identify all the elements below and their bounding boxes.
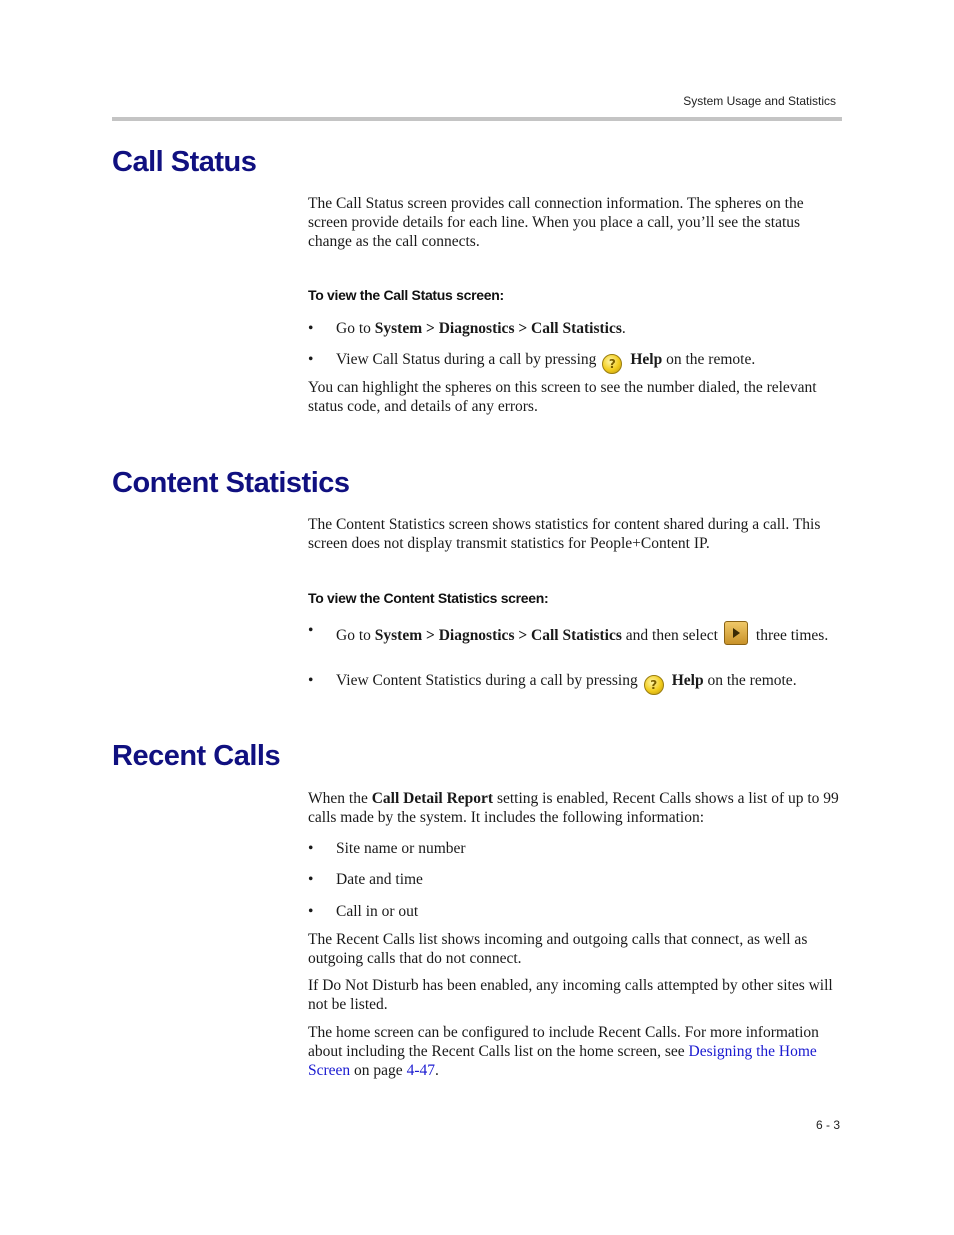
help-key-label: Help xyxy=(671,672,704,689)
help-key-label: Help xyxy=(630,351,663,368)
bullet-pre: View Content Statistics during a call by pressing xyxy=(336,672,638,689)
recent-calls-para-1 xyxy=(308,930,844,968)
list-item-text: Site name or number xyxy=(336,840,466,857)
content-statistics-intro-text: The Content Statistics screen shows statistics for content shared during a call. This screen does not display transmit statistics for People+Content IP. xyxy=(308,516,821,552)
running-header: System Usage and Statistics xyxy=(683,94,836,108)
content-statistics-heading: Content Statistics xyxy=(112,467,350,499)
recent-calls-intro xyxy=(308,789,844,827)
call-status-procedure-heading: To view the Call Status screen: xyxy=(308,287,504,303)
call-status-after xyxy=(308,378,844,416)
header-rule xyxy=(112,117,842,121)
setting-name: Call Detail Report xyxy=(371,790,494,807)
call-status-intro xyxy=(308,194,844,251)
designing-home-screen-link[interactable]: Designing the Home Screen xyxy=(308,1043,817,1079)
content-statistics-intro xyxy=(308,515,844,553)
bullet-pre: Go to xyxy=(336,627,375,644)
bullet-dot: • xyxy=(308,320,314,337)
recent-calls-para-3 xyxy=(308,1023,844,1080)
help-sphere-icon: ? xyxy=(602,354,622,374)
bullet-dot: • xyxy=(308,672,314,689)
bullet-post: . xyxy=(621,320,626,337)
paragraph-text xyxy=(308,1023,844,1080)
recent-calls-para-2 xyxy=(308,976,844,1014)
menu-path: System > Diagnostics > Call Statistics xyxy=(374,627,622,644)
recent-calls-intro-text xyxy=(308,789,844,827)
bullet-pre: View Call Status during a call by pressing xyxy=(336,351,597,368)
para-pre: The home screen can be configured to include Recent Calls. For more information about including the Recent Calls list on the home screen, see xyxy=(308,1024,819,1060)
bullet-text xyxy=(336,319,844,338)
recent-calls-heading: Recent Calls xyxy=(112,740,281,772)
call-status-intro-text: The Call Status screen provides call connection information. The spheres on the screen provide details for each line. When you place a call, you’ll see the status change as the call connects. xyxy=(308,195,804,250)
page-number: 6 - 3 xyxy=(815,1118,840,1132)
bullet-post: on the remote. xyxy=(703,672,797,689)
bullet-text xyxy=(336,671,844,695)
para-post: . xyxy=(434,1062,439,1079)
para-mid: on page xyxy=(350,1062,407,1079)
menu-path: System > Diagnostics > Call Statistics xyxy=(374,320,622,337)
bullet-text xyxy=(336,621,844,645)
call-status-after-text: You can highlight the spheres on this screen to see the number dialed, the relevant status code, and details of any errors. xyxy=(308,379,817,415)
bullet-dot: • xyxy=(308,871,314,888)
intro-pre: When the xyxy=(308,790,372,807)
bullet-dot: • xyxy=(308,622,314,639)
bullet-dot: • xyxy=(308,351,314,368)
bullet-post: on the remote. xyxy=(662,351,756,368)
paragraph-text: If Do Not Disturb has been enabled, any incoming calls attempted by other sites will not be listed. xyxy=(308,977,833,1013)
content-statistics-procedure-heading: To view the Content Statistics screen: xyxy=(308,590,549,606)
list-item-text: Call in or out xyxy=(336,903,419,920)
page-4-47-link[interactable]: 4-47 xyxy=(406,1062,435,1079)
list-item-text: Date and time xyxy=(336,871,423,888)
bullet-text xyxy=(336,350,844,374)
bullet-pre: Go to xyxy=(336,320,375,337)
bullet-dot: • xyxy=(308,840,314,857)
help-sphere-icon: ? xyxy=(644,675,664,695)
intro-post: setting is enabled, Recent Calls shows a list of up to 99 calls made by the system. It includes the following information: xyxy=(308,790,839,826)
bullet-dot: • xyxy=(308,903,314,920)
right-arrow-icon xyxy=(724,621,748,645)
bullet-post: three times. xyxy=(755,627,829,644)
call-status-heading: Call Status xyxy=(112,146,257,178)
bullet-mid: and then select xyxy=(621,627,718,644)
paragraph-text: The Recent Calls list shows incoming and outgoing calls that connect, as well as outgoing calls that do not connect. xyxy=(308,931,808,967)
